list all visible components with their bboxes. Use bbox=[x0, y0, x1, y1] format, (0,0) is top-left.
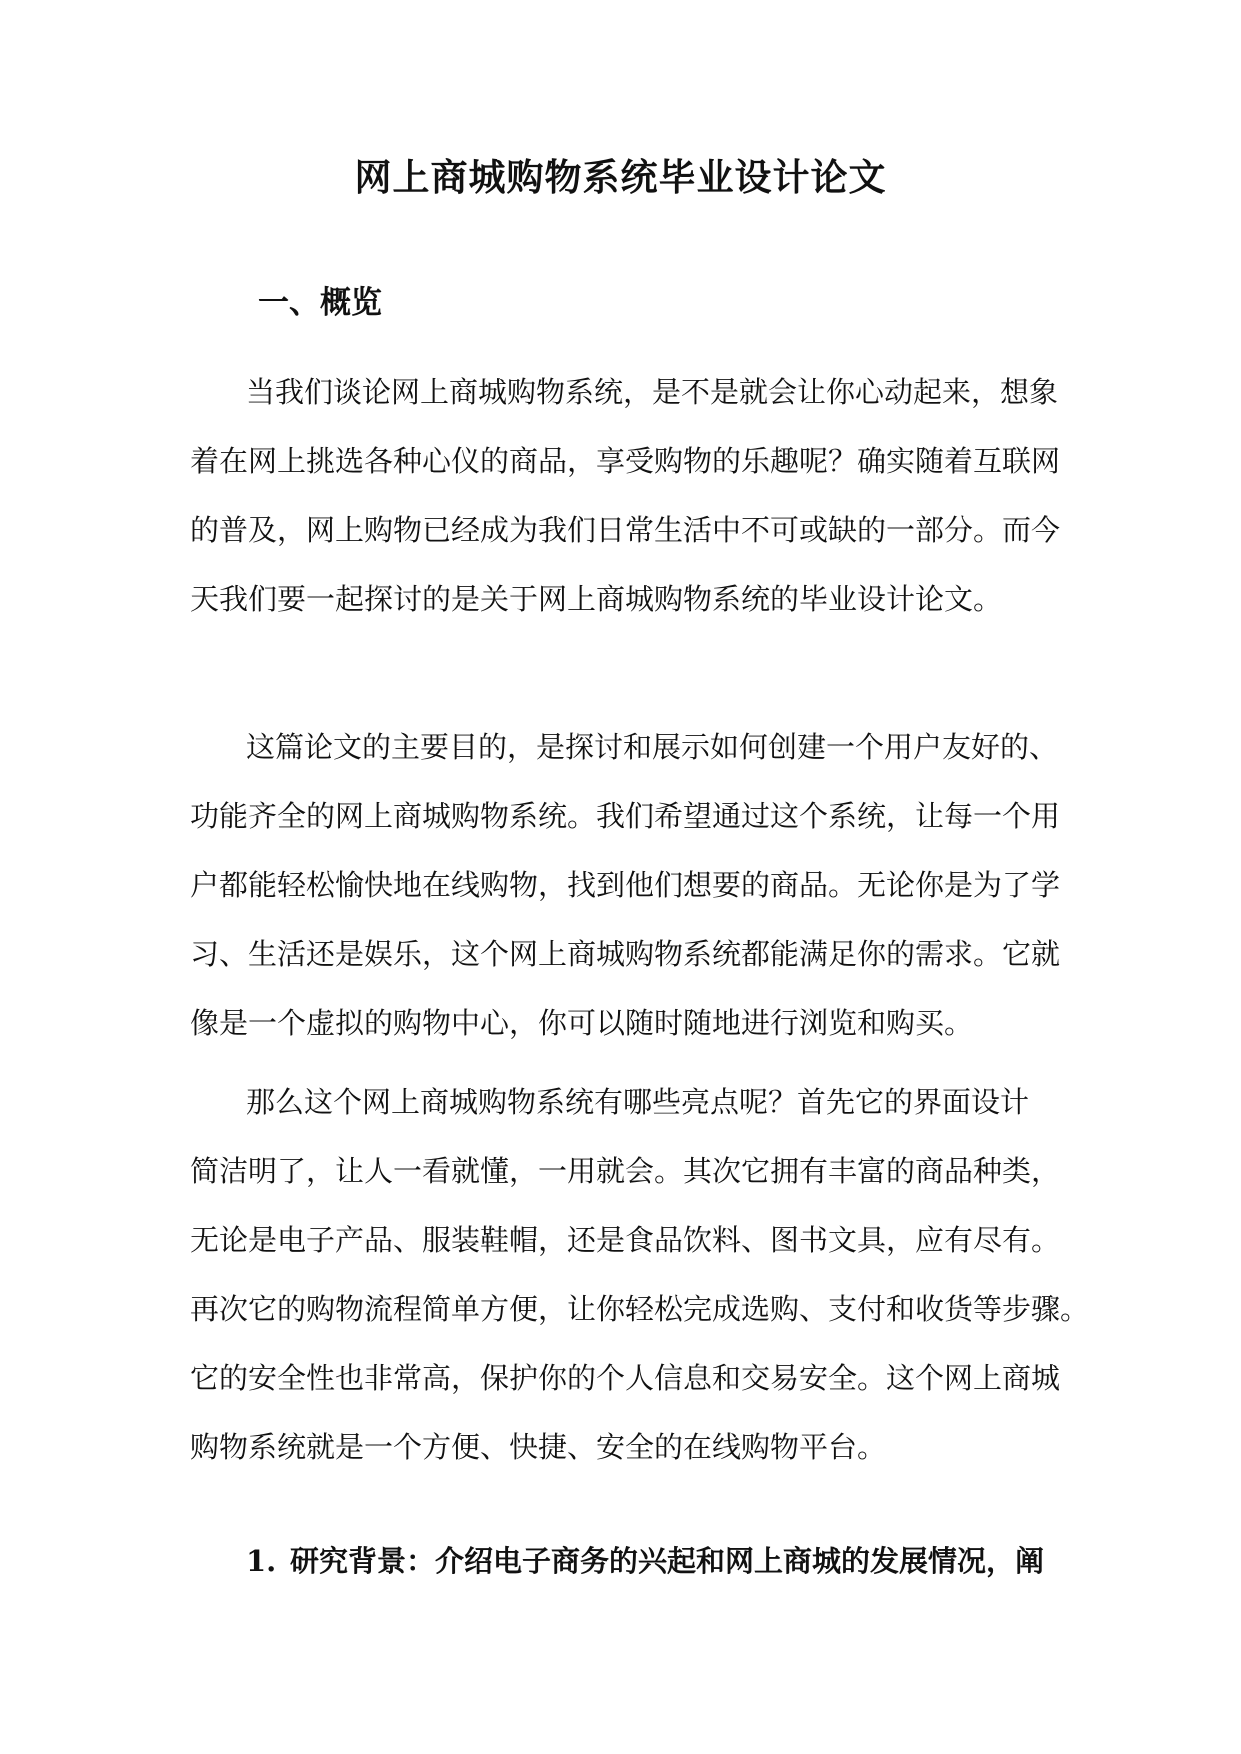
subsection-heading-research-background bbox=[246, 1538, 1044, 1584]
paragraph-line: 它的安全性也非常高，保护你的个人信息和交易安全。这个网上商城 bbox=[190, 1361, 1061, 1395]
paragraph-line: 习、生活还是娱乐，这个网上商城购物系统都能满足你的需求。它就 bbox=[190, 937, 1061, 971]
document-title: 网上商城购物系统毕业设计论文 bbox=[354, 155, 887, 199]
paragraph-line: 当我们谈论网上商城购物系统，是不是就会让你心动起来，想象 bbox=[246, 375, 1059, 409]
paragraph-line: 那么这个网上商城购物系统有哪些亮点呢？首先它的界面设计 bbox=[246, 1085, 1030, 1119]
section-heading-overview: 一、概览 bbox=[258, 285, 382, 321]
paragraph-line: 的普及，网上购物已经成为我们日常生活中不可或缺的一部分。而今 bbox=[190, 513, 1061, 547]
paragraph-line: 户都能轻松愉快地在线购物，找到他们想要的商品。无论你是为了学 bbox=[190, 868, 1061, 902]
subsection-number: 1. bbox=[246, 1544, 277, 1578]
subsection-text: 研究背景：介绍电子商务的兴起和网上商城的发展情况，阐 bbox=[290, 1544, 1045, 1578]
paragraph-line: 简洁明了，让人一看就懂，一用就会。其次它拥有丰富的商品种类， bbox=[190, 1154, 1061, 1188]
paragraph-line: 着在网上挑选各种心仪的商品，享受购物的乐趣呢？确实随着互联网 bbox=[190, 444, 1061, 478]
paragraph-line: 无论是电子产品、服装鞋帽，还是食品饮料、图书文具，应有尽有。 bbox=[190, 1223, 1061, 1257]
paragraph-3 bbox=[190, 1068, 1090, 1482]
paragraph-line: 天我们要一起探讨的是关于网上商城购物系统的毕业设计论文。 bbox=[190, 582, 1003, 616]
paragraph-line: 再次它的购物流程简单方便，让你轻松完成选购、支付和收货等步骤。 bbox=[190, 1292, 1090, 1326]
paragraph-line: 像是一个虚拟的购物中心，你可以随时随地进行浏览和购买。 bbox=[190, 1006, 974, 1040]
paragraph-2 bbox=[190, 713, 1060, 1058]
paragraph-line: 购物系统就是一个方便、快捷、安全的在线购物平台。 bbox=[190, 1430, 887, 1464]
paragraph-line: 功能齐全的网上商城购物系统。我们希望通过这个系统，让每一个用 bbox=[190, 799, 1061, 833]
paragraph-1 bbox=[190, 358, 1060, 634]
paragraph-line: 这篇论文的主要目的，是探讨和展示如何创建一个用户友好的、 bbox=[246, 730, 1059, 764]
